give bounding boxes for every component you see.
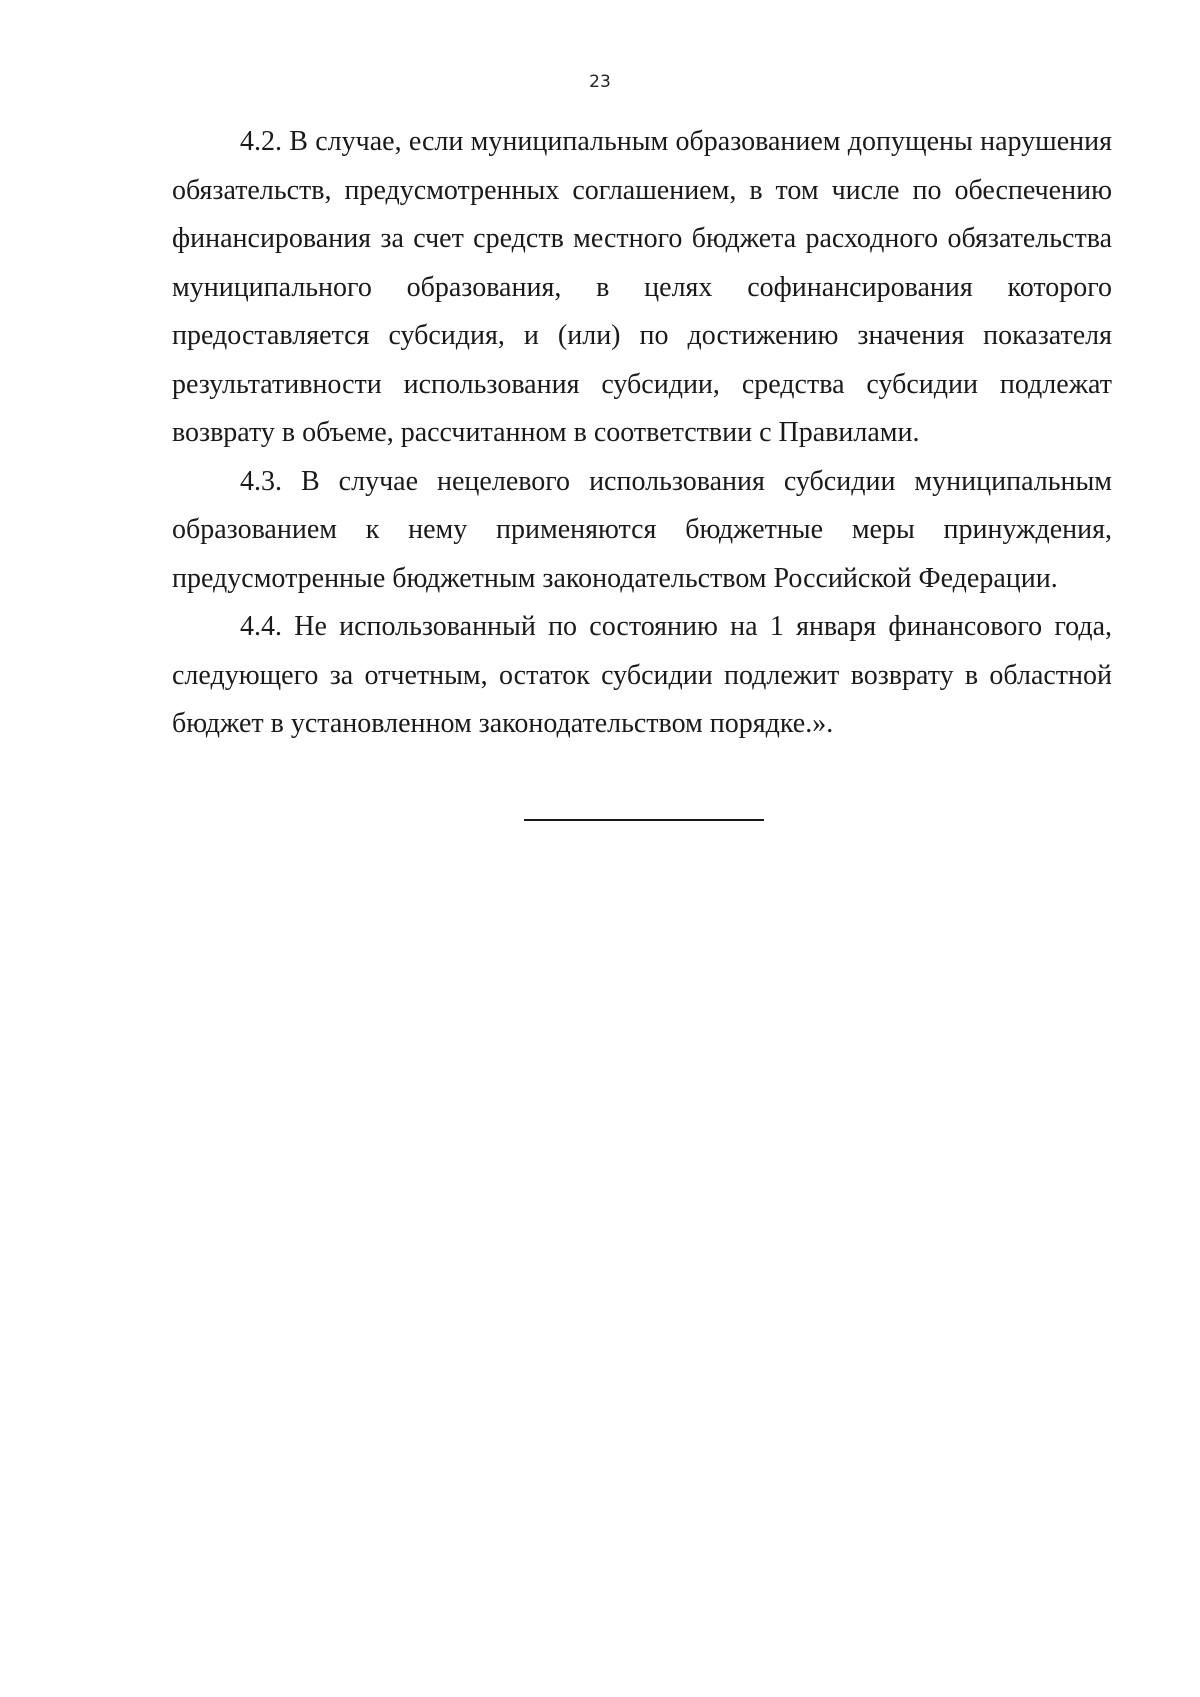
paragraph-4-2: 4.2. В случае, если муниципальным образованием допущены нарушения обязательств, предусмотренных соглашением, в том числе по обеспечению финансирования за счет средств местного бюджета расходного обязательства муниципального образования, в целях софинансирования которого предоставляется субсидия, и (или) по достижению значения показателя результативности использования субсидии, средства субсидии подлежат возврату в объеме, рассчитанном в соответствии с Правилами. [172, 126, 1112, 448]
paragraph-4-3: 4.3. В случае нецелевого использования субсидии муниципальным образованием к нему применяются бюджетные меры принуждения, предусмотренные бюджетным законодательством Российской Федерации. [172, 465, 1112, 594]
page-number: 23 [589, 72, 611, 92]
document-body [172, 118, 1112, 749]
end-divider-line [524, 819, 764, 821]
paragraph-4-4: 4.4. Не использованный по состоянию на 1 января финансового года, следующего за отчетным, остаток субсидии подлежит возврату в областной бюджет в установленном законодательством порядке.». [172, 611, 1112, 739]
